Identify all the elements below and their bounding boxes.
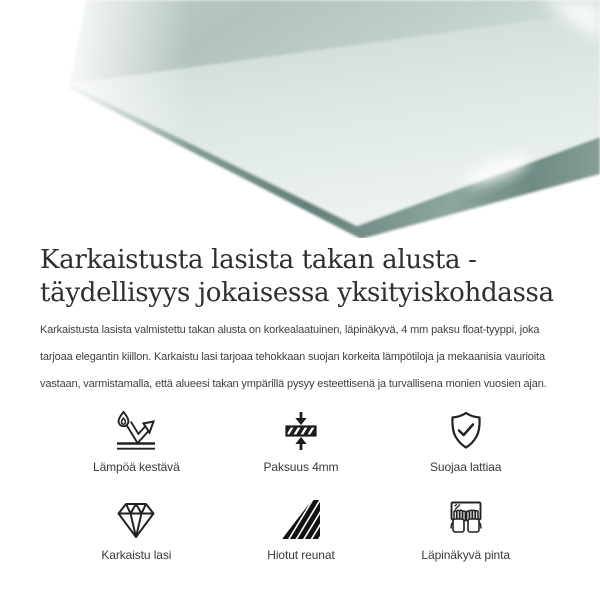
polished-edges-icon [279,498,323,540]
product-text-section [0,244,600,562]
feature-label: Lämpöä kestävä [93,460,180,474]
feature-tempered-glass [54,498,219,562]
product-description: Karkaistusta lasista valmistettu takan alusta on korkealaatuinen, läpinäkyvä, 4 mm paksu float-tyyppi, joka tarjoaa elegantin kiillon. Karkaistu lasi tarjoaa tehokkaan suojan korkeita lämpötiloja ja mekaanisia vaurioita vastaan, varmistamalla, että alueesi takan ympärillä pysyy esteettisenä ja turvallisena monien vuosien ajan. [40,324,547,390]
feature-heat-resistant [54,410,219,474]
features-grid [54,410,548,562]
page-title-line-1: Karkaistusta lasista takan alusta - [40,245,477,275]
product-photo-glass-sheet [0,0,600,238]
feature-polished-edges [219,498,384,562]
feature-label: Paksuus 4mm [263,460,339,474]
feature-protects-floor [383,410,548,474]
feature-transparent-surface [383,498,548,562]
transparent-surface-icon [442,498,490,540]
feature-thickness [219,410,384,474]
feature-label: Suojaa lattiaa [430,460,502,474]
shield-check-icon [444,410,488,452]
feature-label: Läpinäkyvä pinta [421,548,510,562]
page-title [40,244,562,310]
feature-label: Hiotut reunat [267,548,335,562]
heat-resistant-icon [113,410,159,452]
page-title-line-2: täydellisyys jokaisessa yksityiskohdassa [40,278,554,308]
glass-sheet-illustration [0,0,600,238]
diamond-icon [114,498,158,540]
feature-label: Karkaistu lasi [101,548,172,562]
thickness-icon [279,410,323,452]
